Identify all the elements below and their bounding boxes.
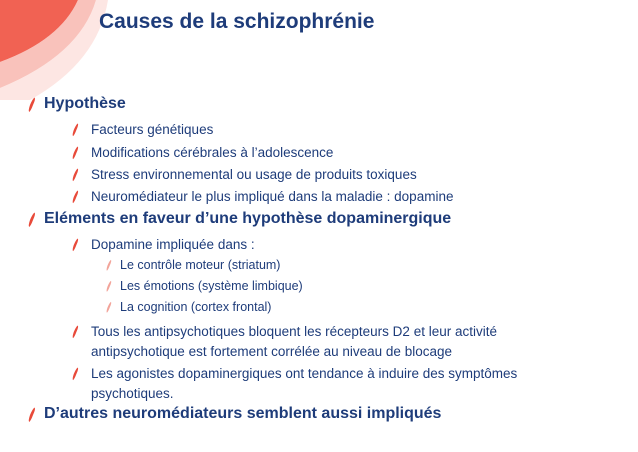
sub-list-item-label: La cognition (cortex frontal) [120,300,272,314]
slide-title: Causes de la schizophrénie [99,10,375,33]
list-item-label: Neuromédiateur le plus impliqué dans la maladie : dopamine [91,189,454,204]
section-label: Hypothèse [44,95,126,112]
list-item-label: Dopamine impliquée dans : [91,237,255,252]
bullet-icon [72,190,79,204]
list-item-line-2: psychotiques. [91,386,174,401]
bullet-icon [106,259,112,272]
sub-list-item-label: Les émotions (système limbique) [120,279,303,293]
bullet-icon [72,123,79,137]
bullet-icon [28,97,36,113]
section-label: Eléments en faveur d’une hypothèse dopaminergique [44,210,452,227]
bullet-icon [28,407,36,423]
bullet-icon [72,238,79,252]
sub-list-item-label: Le contrôle moteur (striatum) [120,258,281,272]
list-item-label: Modifications cérébrales à l’adolescence [91,145,334,160]
list-item-label: Stress environnemental ou usage de produits toxiques [91,167,417,182]
list-item-line-1: Tous les antipsychotiques bloquent les récepteurs D2 et leur activité [91,324,497,339]
bullet-icon [72,367,79,381]
bullet-icon [72,168,79,182]
bullet-icon [72,146,79,160]
bullet-icon [106,280,112,293]
bullet-icon [106,301,112,314]
list-item-label: Facteurs génétiques [91,122,214,137]
bullet-icon [72,325,79,339]
section-label: D’autres neuromédiateurs semblent aussi impliqués [44,405,442,422]
list-item-line-2: antipsychotique est fortement corrélée au niveau de blocage [91,344,452,359]
list-item-line-1: Les agonistes dopaminergiques ont tendance à induire des symptômes [91,366,518,381]
bullet-icon [28,212,36,228]
